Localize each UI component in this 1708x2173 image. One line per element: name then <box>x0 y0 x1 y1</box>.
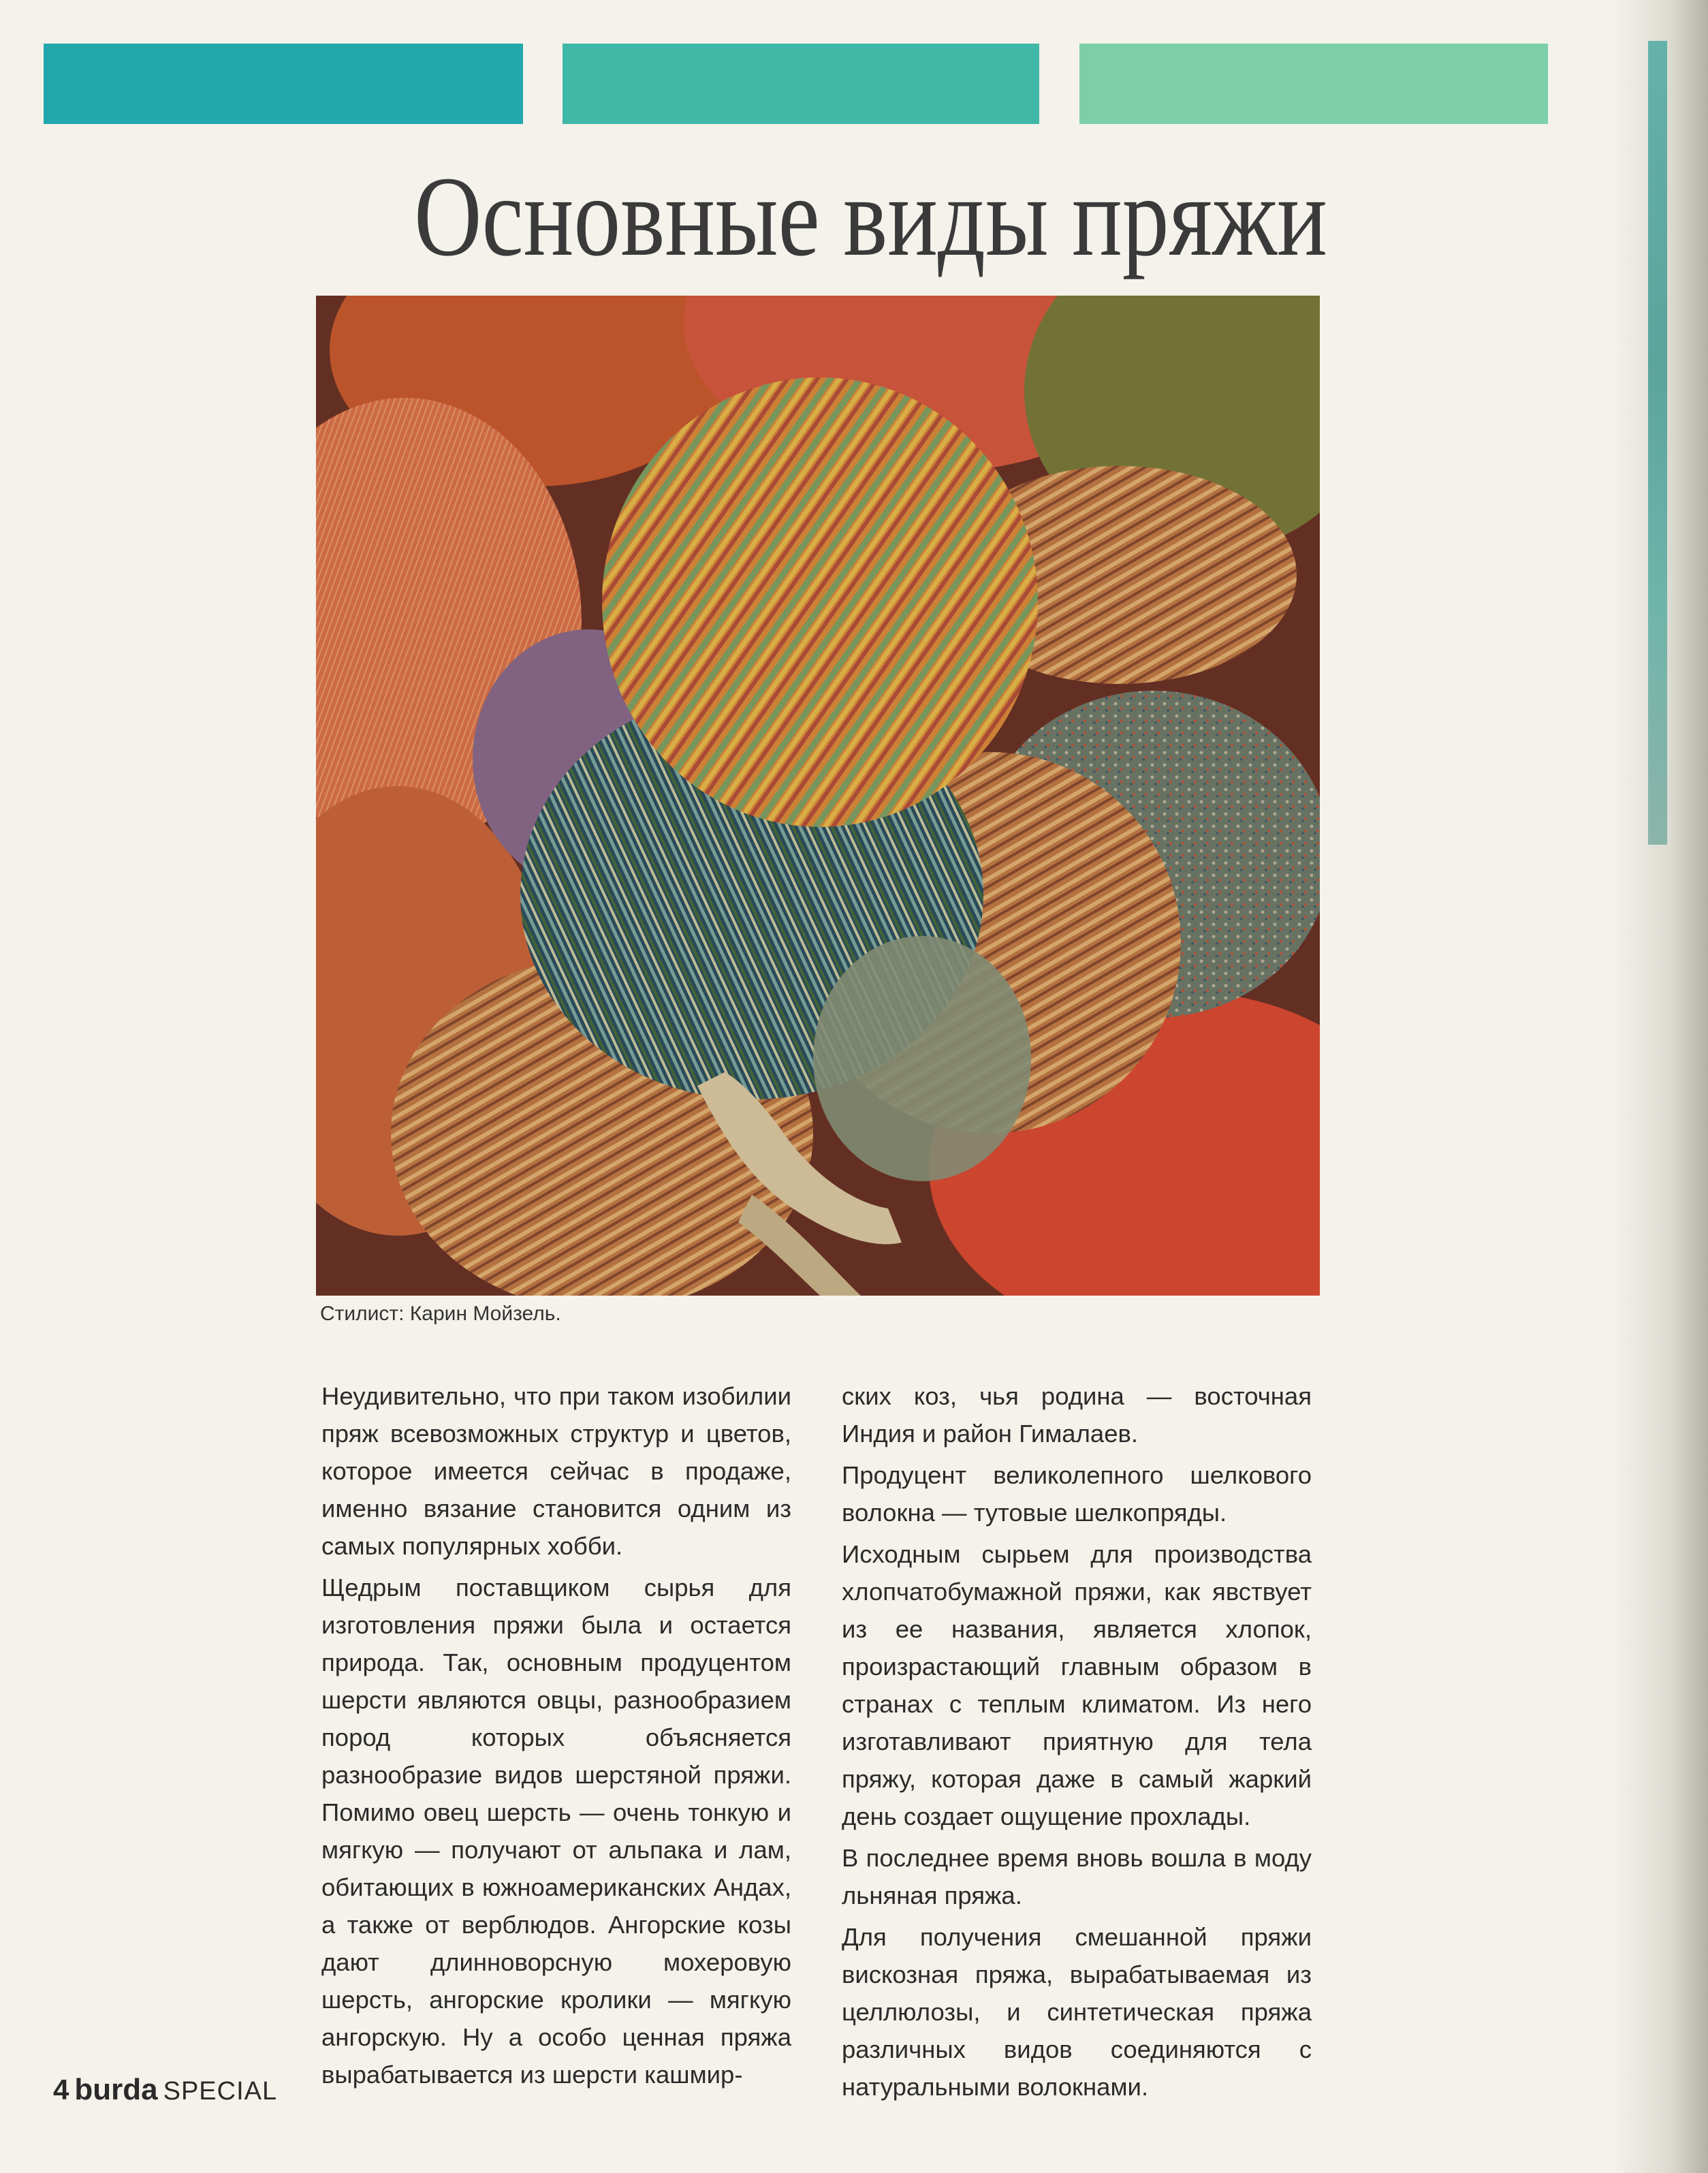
yarn-balls-illustration <box>316 296 1320 1296</box>
article-paragraph: Исходным сырьем для производства хлопчатобумажной пряжи, как явствует из ее названия, является хлопок, произрастающий главным образом в странах с теплым климатом. Из него изготавливают приятную для тела пряжу, которая даже в самый жаркий день создает ощущение прохлады. <box>842 1540 1312 1830</box>
page-footer <box>53 2069 277 2110</box>
page-number: 4 <box>53 2074 69 2106</box>
article-paragraph: Для получения смешанной пряжи вискозная пряжа, вырабатываемая из целлюлозы, и синтетическая пряжа различных видов соединяются с натуральными волокнами. <box>842 1923 1312 2101</box>
series-name: SPECIAL <box>163 2077 278 2106</box>
yarn-balls-photo <box>316 296 1320 1296</box>
article-column-left <box>321 1377 791 2097</box>
article-paragraph: Неудивительно, что при таком изобилии пряж всевозможных структур и цветов, которое имеется сейчас в продаже, именно вязание становится одним из самых популярных хобби. <box>321 1382 791 1560</box>
brand-logo: burda <box>74 2073 158 2106</box>
article-column-right <box>842 1377 1312 2110</box>
header-color-bar-2 <box>563 44 1039 124</box>
binding-strip <box>1648 41 1667 845</box>
page-title: Основные виды пряжи <box>414 153 1327 280</box>
article-paragraph: ских коз, чья родина — восточная Индия и район Гималаев. <box>842 1382 1312 1448</box>
article-paragraph: Щедрым поставщиком сырья для изготовления пряжи была и остается природа. Так, основным продуцентом шерсти являются овцы, разнообразием пород которых объясняется разнообразие видов шерстяной пряжи. Помимо овец шерсть — очень тонкую и мягкую — получают от альпака и лам, обитающих в южноамериканских Андах, а также от верблюдов. Ангорские козы дают длинноворсную мохеровую шерсть, ангорские кролики — мягкую ангорскую. Ну а особо ценная пряжа вырабатывается из шерсти кашмир- <box>321 1574 791 2089</box>
article-paragraph: Продуцент великолепного шелкового волокна — тутовые шелкопряды. <box>842 1461 1312 1527</box>
article-paragraph: В последнее время вновь вошла в моду льняная пряжа. <box>842 1844 1312 1909</box>
photo-caption: Стилист: Карин Мойзель. <box>320 1302 561 1325</box>
header-color-bar-3 <box>1079 44 1548 124</box>
header-color-bar-1 <box>44 44 523 124</box>
